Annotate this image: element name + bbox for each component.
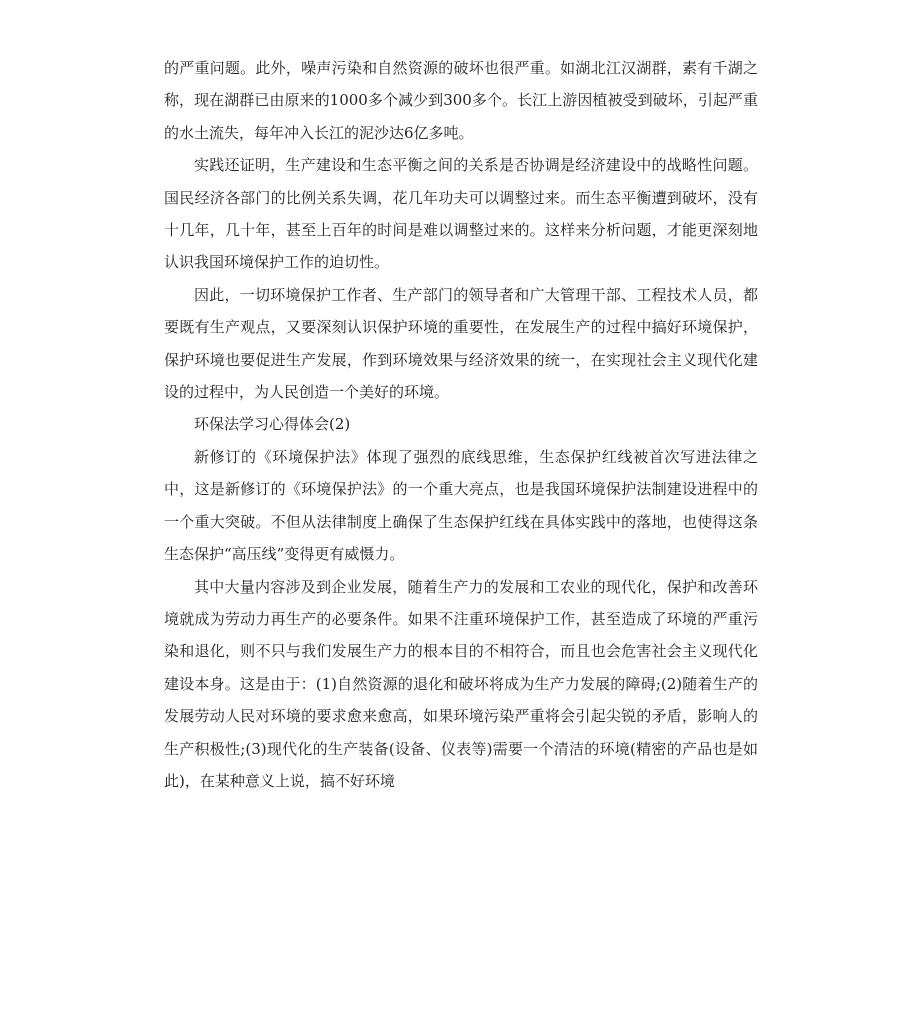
section-heading: 环保法学习心得体会(2): [194, 415, 351, 434]
paragraph-4: 新修订的《环境保护法》体现了强烈的底线思维，生态保护红线被首次写进法律之中，这是新修订的《环境保护法》的一个重大亮点，也是我国环境保护法制建设进程中的一个重大突破。不但从法律制度上确保了生态保护红线在具体实践中的落地，也使得这条生态保护“高压线”变得更有威慑力。: [164, 447, 758, 564]
paragraph-2: 实践还证明，生产建设和生态平衡之间的关系是否协调是经济建设中的战略性问题。国民经济各部门的比例关系失调，花几年功夫可以调整过来。而生态平衡遭到破坏，没有十几年，几十年，甚至上百年的时间是难以调整过来的。这样来分析问题，才能更深刻地认识我国环境保护工作的迫切性。: [164, 156, 758, 272]
paragraph-1: 的严重问题。此外，噪声污染和自然资源的破坏也很严重。如湖北江汉湖群，素有千湖之称，现在湖群已由原来的1000多个减少到300多个。长江上游因植被受到破坏，引起严重的水土流失，每年冲入长江的泥沙达6亿多吨。: [164, 59, 758, 142]
document-body: [164, 52, 758, 797]
paragraph-3: 因此，一切环境保护工作者、生产部门的领导者和广大管理干部、工程技术人员，都要既有生产观点，又要深刻认识保护环境的重要性，在发展生产的过程中搞好环境保护，保护环境也要促进生产发展，作到环境效果与经济效果的统一，在实现社会主义现代化建设的过程中，为人民创造一个美好的环境。: [164, 285, 758, 402]
paragraph-5: 其中大量内容涉及到企业发展，随着生产力的发展和工农业的现代化，保护和改善环境就成为劳动力再生产的必要条件。如果不注重环境保护工作，甚至造成了环境的严重污染和退化，则不只与我们发展生产力的根本目的不相符合，而且也会危害社会主义现代化建设本身。这是由于：(1)自然资源的退化和破坏将成为生产力发展的障碍;(2)随着生产的发展劳动人民对环境的要求愈来愈高，如果环境污染严重将会引起尖锐的矛盾，影响人的生产积极性;(3)现代化的生产装备(设备、仪表等)需要一个清洁的环境(精密的产品也是如此)，在某种意义上说，搞不好环境: [164, 577, 758, 790]
